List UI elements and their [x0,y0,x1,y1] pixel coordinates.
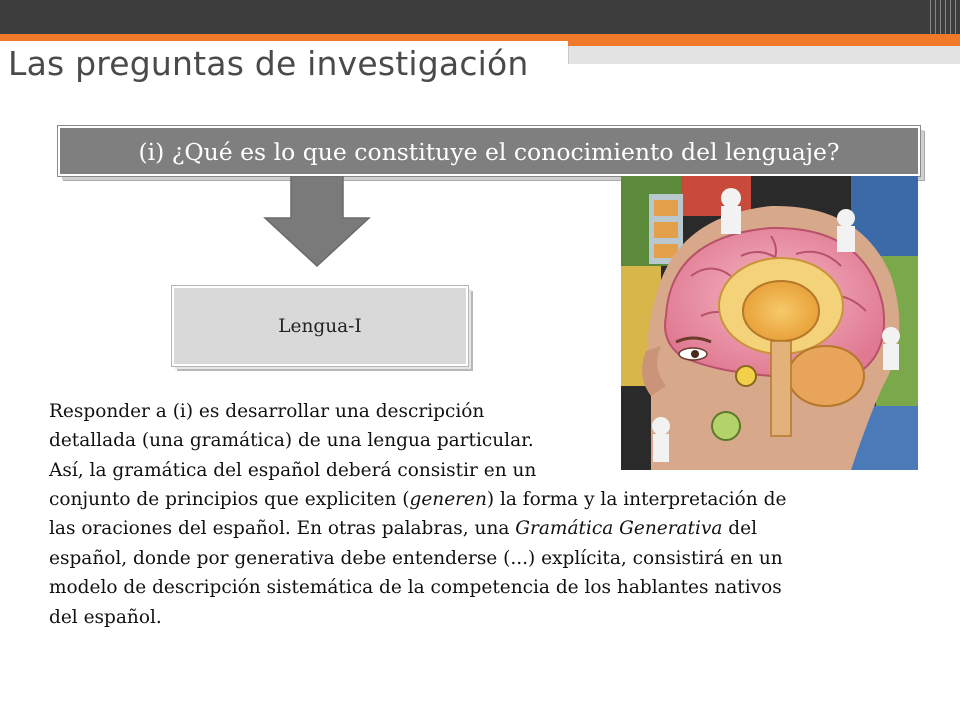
text-segment: conjunto de principios que expliciten ( [49,489,410,510]
paragraph-line: modelo de descripción sistemática de la competencia de los hablantes nativos [49,577,782,599]
paragraph-line: detallada (una gramática) de una lengua particular. [49,430,534,452]
text-segment: ) la forma y la interpretación de [486,489,787,510]
top-bar [0,0,960,34]
down-arrow-icon [263,176,371,268]
divider [568,46,569,64]
slide-title: Las preguntas de investigación [8,44,529,83]
text-segment: las oraciones del español. En otras palabras, una [49,518,516,540]
paragraph-line [49,485,786,514]
italic-term: Gramática Generativa [515,518,723,540]
question-text: (i) ¿Qué es lo que constituye el conocimiento del lenguaje? [138,138,840,166]
decorative-lines [930,0,956,34]
orange-accent-bar [0,34,568,41]
answer-box [172,286,468,366]
text-segment: del [722,518,758,540]
paragraph-continuation [49,485,786,632]
orange-accent-bar-right [568,34,960,46]
italic-term: generen [409,489,487,510]
paragraph-line: Así, la gramática del español deberá consistir en un [49,459,537,481]
answer-text: Lengua-I [278,316,362,337]
gray-strip [568,46,960,64]
paragraph-line: del español. [49,606,162,628]
question-box [58,126,920,176]
paragraph-line: Responder a (i) es desarrollar una descripción [49,401,485,422]
paragraph-line [49,514,786,543]
brain-illustration [621,176,918,470]
paragraph-intro [49,397,536,485]
paragraph-line: español, donde por generativa debe entenderse (...) explícita, consistirá en un [49,547,783,569]
